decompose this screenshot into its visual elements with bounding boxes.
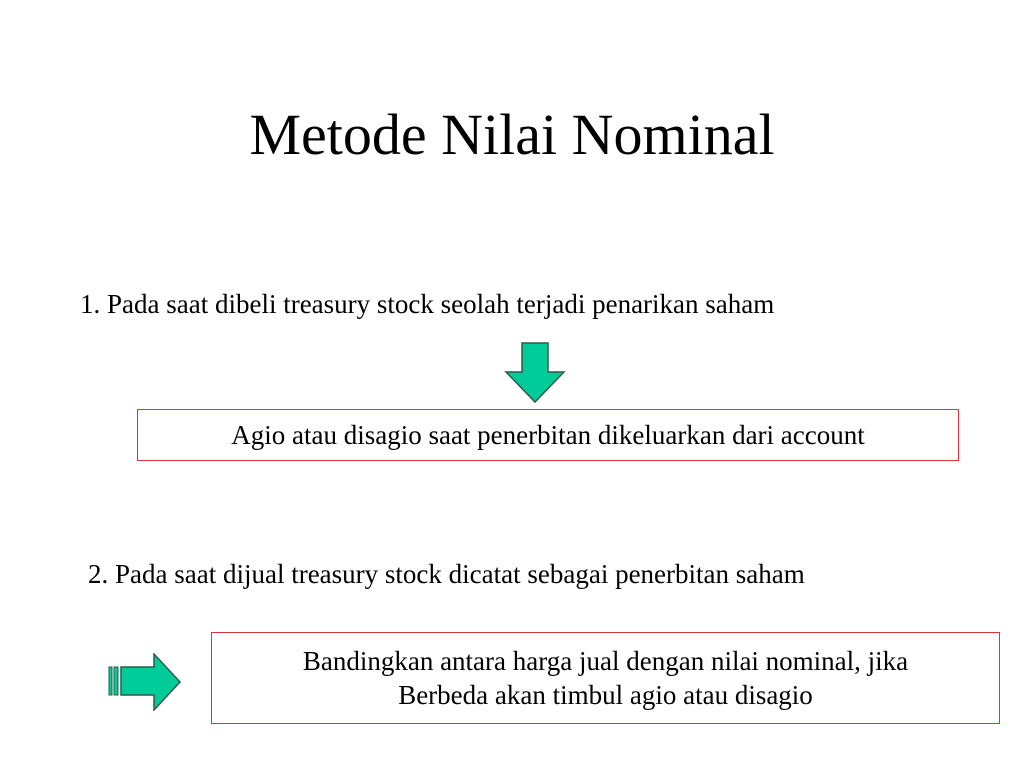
result-box-1 — [137, 409, 959, 461]
point-1-text: 1. Pada saat dibeli treasury stock seolah terjadi penarikan saham — [80, 289, 775, 319]
result-box-2-line-1: Bandingkan antara harga jual dengan nilai nominal, jika — [302, 646, 909, 676]
result-box-2 — [211, 632, 1000, 724]
result-box-2-line-2: Berbeda akan timbul agio atau disagio — [398, 680, 813, 710]
striped-right-arrow-icon — [108, 653, 182, 711]
slide-title: Metode Nilai Nominal — [249, 102, 775, 167]
down-arrow-icon — [504, 342, 566, 404]
result-box-1-text: Agio atau disagio saat penerbitan dikeluarkan dari account — [231, 420, 865, 450]
point-2-text: 2. Pada saat dijual treasury stock dicatat sebagai penerbitan saham — [88, 559, 805, 589]
